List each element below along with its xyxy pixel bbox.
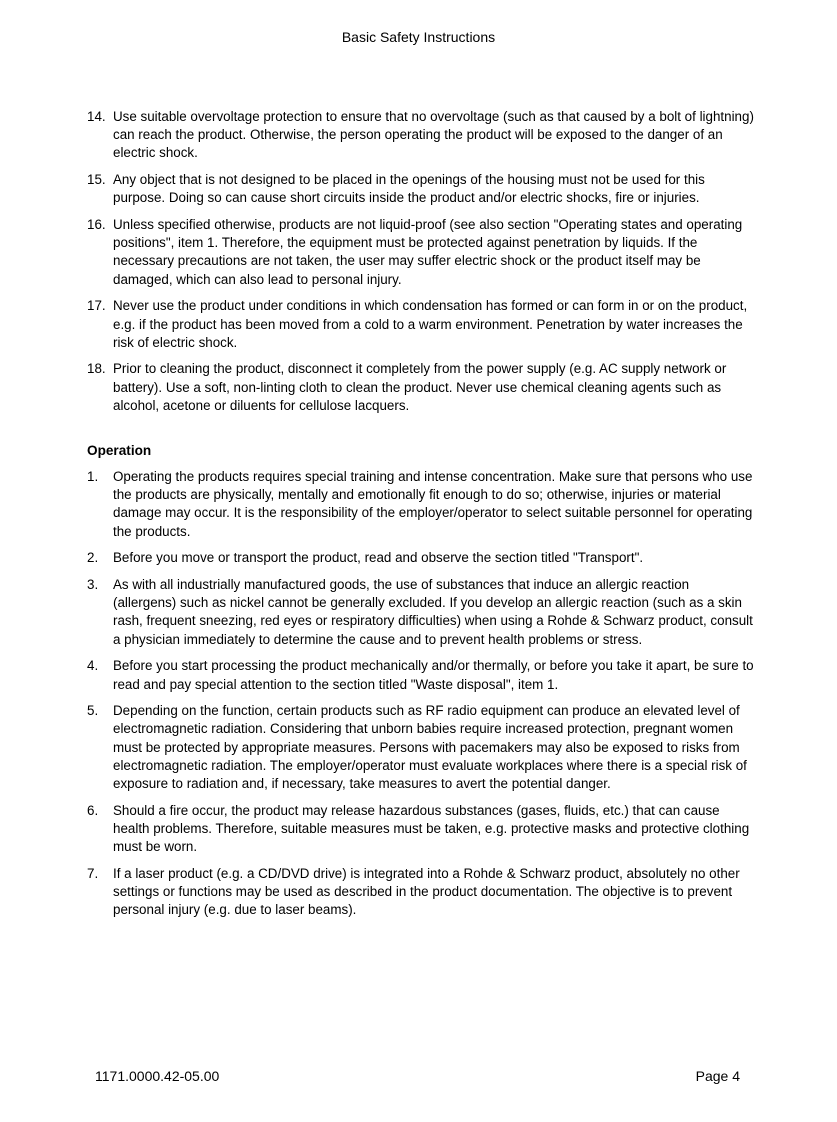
item-text: Unless specified otherwise, products are not liquid-proof (see also section "Operating states and operating positions", item 1. Therefore, the equipment must be protected against penetration by liquids. If the necessary precautions are not taken, the user may suffer electric shock or the product itself may be damaged, which can also lead to personal injury.: [113, 217, 743, 287]
list-item: [87, 108, 755, 163]
page-header: [0, 29, 837, 46]
item-number: 14.: [87, 109, 106, 124]
list-item: [87, 549, 755, 567]
item-number: 17.: [87, 298, 106, 314]
list-item: [87, 297, 755, 352]
document-number: 1171.0000.42-05.00: [95, 1068, 220, 1084]
page-number: Page 4: [695, 1068, 740, 1084]
safety-items-list: [87, 108, 755, 415]
item-text: Before you move or transport the product, read and observe the section titled "Transport".: [113, 550, 644, 566]
item-number: 15.: [87, 172, 106, 188]
list-item: [87, 360, 755, 415]
item-text: Prior to cleaning the product, disconnect it completely from the power supply (e.g. AC supply network or battery). Use a soft, non-linting cloth to clean the product. Never use chemical cleaning agents such as alcohol, acetone or diluents for cellulose lacquers.: [113, 361, 727, 413]
item-number: 5.: [87, 703, 99, 719]
list-item: [87, 702, 755, 793]
item-text: Use suitable overvoltage protection to ensure that no overvoltage (such as that caused by a bolt of lightning) can reach the product. Otherwise, the person operating the product will be exposed to the danger of an electric shock.: [113, 109, 754, 161]
list-item: [87, 802, 755, 857]
item-text: Depending on the function, certain products such as RF radio equipment can produce an elevated level of electromagnetic radiation. Considering that unborn babies require increased protection, pregnant women must be protected by appropriate measures. Persons with pacemakers may also be exposed to risks from electromagnetic radiation. The employer/operator must evaluate workplaces where there is a special risk of exposure to radiation and, if necessary, take measures to avert the potential danger.: [113, 703, 747, 792]
document-body: [87, 108, 755, 928]
item-number: 18.: [87, 361, 106, 377]
list-item: [87, 865, 755, 920]
list-item: [87, 468, 755, 541]
section-heading-operation: Operation: [87, 443, 152, 459]
item-text: Never use the product under conditions in which condensation has formed or can form in or on the product, e.g. if the product has been moved from a cold to a warm environment. Penetration by water increases the risk of electric shock.: [113, 298, 748, 350]
item-number: 4.: [87, 658, 99, 674]
item-number: 1.: [87, 469, 99, 485]
item-text: Any object that is not designed to be placed in the openings of the housing must not be used for this purpose. Doing so can cause short circuits inside the product and/or electric shocks, fire or injuries.: [113, 172, 705, 206]
item-number: 7.: [87, 865, 99, 881]
item-number: 16.: [87, 217, 106, 233]
item-number: 3.: [87, 577, 99, 593]
item-number: 2.: [87, 550, 99, 566]
item-text: As with all industrially manufactured goods, the use of substances that induce an allergic reaction (allergens) such as nickel cannot be generally excluded. If you develop an allergic reaction (such as a skin rash, frequent sneezing, red eyes or respiratory difficulties) when using a Rohde & Schwarz product, consult a physician immediately to determine the cause and to prevent health problems or stress.: [113, 577, 753, 647]
list-item: [87, 216, 755, 289]
list-item: [87, 171, 755, 207]
list-item: [87, 657, 755, 693]
item-text: Should a fire occur, the product may release hazardous substances (gases, fluids, etc.) that can cause health problems. Therefore, suitable measures must be taken, e.g. protective masks and protective clothing must be worn.: [113, 802, 750, 855]
item-text: Before you start processing the product mechanically and/or thermally, or before you take it apart, be sure to read and pay special attention to the section titled "Waste disposal", item 1.: [113, 658, 754, 692]
page-header-title: Basic Safety Instructions: [341, 29, 496, 45]
item-text: Operating the products requires special training and intense concentration. Make sure that persons who use the products are physically, mentally and emotionally fit enough to do so; otherwise, injuries or material damage may occur. It is the responsibility of the employer/operator to select suitable personnel for operating the products.: [113, 469, 753, 539]
item-text: If a laser product (e.g. a CD/DVD drive) is integrated into a Rohde & Schwarz product, absolutely no other settings or functions may be used as described in the product documentation. The objective is to prevent personal injury (e.g. due to laser beams).: [113, 865, 740, 918]
item-number: 6.: [87, 802, 99, 818]
list-item: [87, 576, 755, 649]
operation-items-list: [87, 468, 755, 919]
